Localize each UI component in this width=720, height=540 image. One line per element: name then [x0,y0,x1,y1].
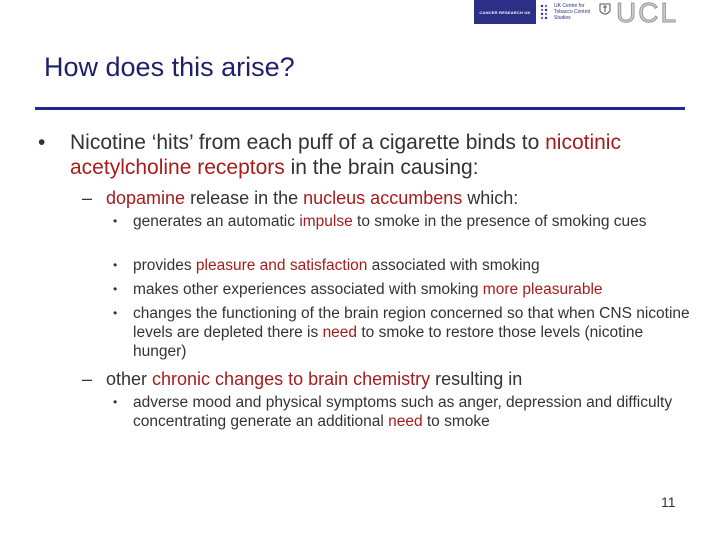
list-item-text [133,212,693,231]
list-item-adverse-mood [113,393,693,431]
dot-marker: • [113,214,118,228]
dash-marker: – [82,369,93,389]
bullet-marker: • [38,131,46,154]
list-item-text [133,280,693,299]
list-item-pleasure [113,256,693,275]
highlight-text: chronic changes to brain chemistry [152,369,431,389]
dot-marker: • [113,395,118,409]
dot-marker: • [113,258,118,272]
subbullet-text [106,368,522,390]
cancer-research-logo [474,0,536,24]
list-item-text-part: associated with smoking [367,257,540,274]
list-item-text-part: makes other experiences associated with smoking [133,281,483,298]
bullet-text-part: in the brain causing: [284,156,479,179]
highlight-text: nicotinic acetylcholine receptors [70,131,621,179]
list-item-text-part: changes the functioning of the brain region concerned so that when CNS nicotine levels are depleted there is [133,305,690,341]
subbullet-text [106,187,518,209]
dash-marker: – [82,188,93,208]
bullet-text-part: Nicotine ‘hits’ from each puff of a cigarette binds to [70,131,546,154]
tobacco-centre-dots-icon [540,4,550,20]
highlight-text: impulse [299,213,353,230]
subbullet-text-part: release in the [185,188,304,208]
list-item-text [133,304,693,361]
list-item-need-to-smoke [113,304,693,361]
ucl-logo: UCL [616,0,679,28]
list-item-text-part: to smoke in the presence of smoking cues [352,213,647,230]
subbullet-text-part: other [106,369,153,389]
bullet-nicotine-hits [38,130,688,180]
list-item-text-part: generates an automatic [133,213,300,230]
tobacco-centre-logo [540,0,594,24]
highlight-text: more pleasurable [482,281,603,298]
ucl-crest-icon [598,2,612,18]
logo-bar [470,0,720,26]
list-item-text [133,256,693,275]
list-item-impulse [113,212,693,231]
tobacco-centre-logo-text: UK Centre for Tobacco Control Studies [554,3,591,21]
dot-marker: • [113,306,118,320]
list-item-more-pleasurable [113,280,693,299]
bullet-text [70,130,688,180]
list-item-text-part: to smoke [422,413,490,430]
list-item-text-part: provides [133,257,196,274]
subbullet-text-part: which: [462,188,519,208]
list-item-text-part: adverse mood and physical symptoms such as anger, depression and difficulty concentrating generate an additional [133,394,673,430]
list-item-text-part: to smoke to restore those levels (nicotine hunger) [133,324,644,360]
subbullet-chronic-changes [82,368,522,390]
highlight-text: need [388,413,423,430]
highlight-text: dopamine [106,188,186,208]
title-underline [35,107,685,110]
cancer-research-logo-text: CANCER RESEARCH UK [479,9,531,15]
page-number: 11 [661,494,676,510]
highlight-text: need [322,324,358,341]
list-item-text [133,393,693,431]
highlight-text: nucleus accumbens [303,188,463,208]
highlight-text: pleasure and satisfaction [195,257,368,274]
slide-title: How does this arise? [44,52,295,82]
subbullet-text-part: resulting in [430,369,523,389]
subbullet-dopamine [82,187,518,209]
dot-marker: • [113,282,118,296]
